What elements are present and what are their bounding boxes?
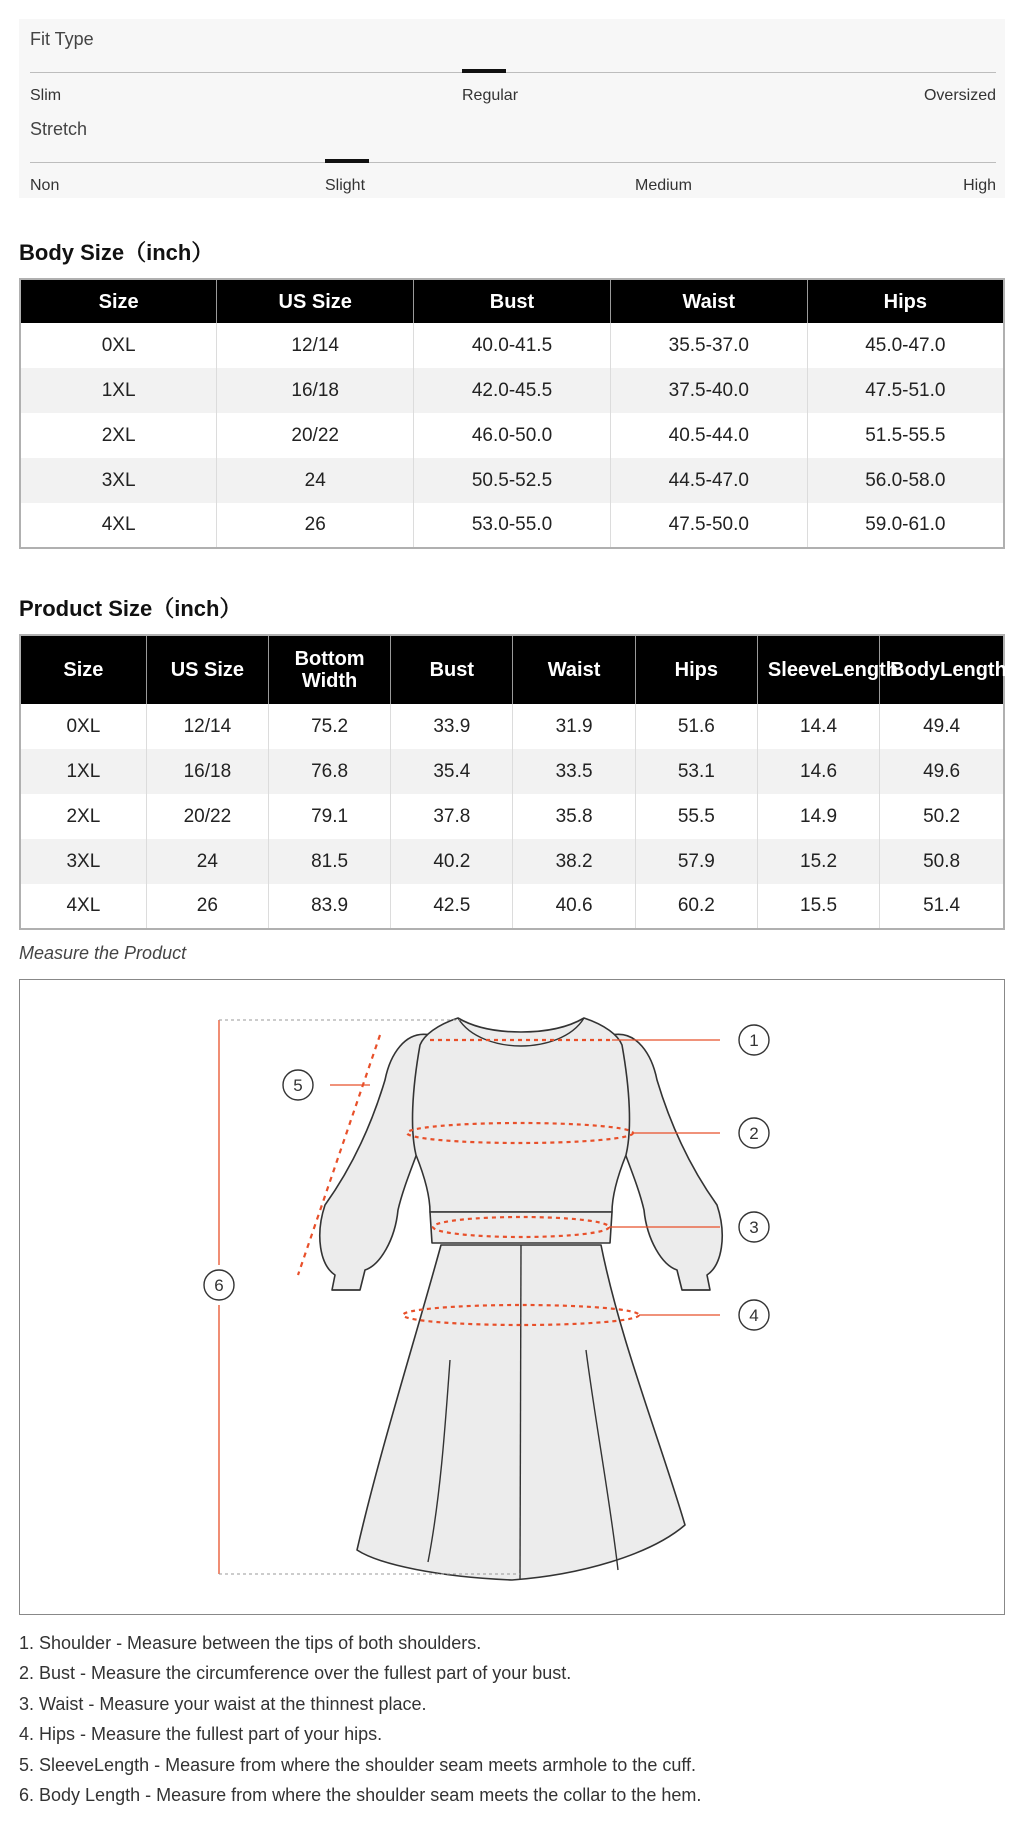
table-cell: 26 xyxy=(146,884,268,929)
table-cell: 33.9 xyxy=(391,704,513,749)
table-row xyxy=(20,503,1004,548)
table-row xyxy=(20,704,1004,749)
table-row xyxy=(20,323,1004,368)
table-cell: 45.0-47.0 xyxy=(865,334,946,356)
stretch-indicator xyxy=(325,159,369,163)
product-size-title: Product Size（inch） xyxy=(19,596,242,621)
table-cell: 53.1 xyxy=(635,749,757,794)
table-cell: 51.5-55.5 xyxy=(865,424,946,446)
note-item: 5. SleeveLength - Measure from where the shoulder seam meets armhole to the cuff. xyxy=(19,1754,697,1775)
table-cell: 40.2 xyxy=(391,839,513,884)
note-item: 6. Body Length - Measure from where the shoulder seam meets the collar to the hem. xyxy=(19,1784,702,1805)
note-item: 1. Shoulder - Measure between the tips of both shoulders. xyxy=(19,1633,482,1653)
table-cell: 16/18 xyxy=(146,749,268,794)
table-cell: 12/14 xyxy=(217,323,414,368)
table-cell: 1XL xyxy=(20,368,217,413)
stretch-track xyxy=(30,162,996,163)
dress-diagram-icon xyxy=(20,980,1004,1614)
measure-diagram xyxy=(19,979,1005,1615)
table-cell: 81.5 xyxy=(268,839,390,884)
column-header: Bust xyxy=(391,635,513,704)
table-cell: 20/22 xyxy=(217,413,414,458)
table-cell: 0XL xyxy=(20,704,146,749)
fit-panel xyxy=(19,19,1005,198)
table-row xyxy=(20,884,1004,929)
stretch-label: Medium xyxy=(635,177,692,194)
table-cell: 50.5-52.5 xyxy=(414,458,611,503)
marker-1-icon xyxy=(739,1025,769,1055)
column-header: US Size xyxy=(217,279,414,323)
table-cell: 75.2 xyxy=(268,704,390,749)
fit-type-indicator xyxy=(462,69,506,73)
fit-type-label: Slim xyxy=(30,87,62,104)
table-cell: 56.0-58.0 xyxy=(807,458,1004,503)
table-cell: 33.5 xyxy=(513,749,635,794)
marker-label: 2 xyxy=(749,1124,759,1143)
marker-label: 6 xyxy=(214,1276,224,1295)
table-cell: 60.2 xyxy=(635,884,757,929)
table-cell: 47.5-50.0 xyxy=(610,503,807,548)
table-row xyxy=(20,458,1004,503)
table-cell: 14.9 xyxy=(757,794,879,839)
column-header: Hips xyxy=(635,635,757,704)
marker-2-icon xyxy=(739,1118,769,1148)
table-cell: 51.4 xyxy=(923,895,961,916)
table-cell: 38.2 xyxy=(513,839,635,884)
table-cell: 37.8 xyxy=(391,794,513,839)
table-cell: 0XL xyxy=(20,323,217,368)
table-cell: 76.8 xyxy=(268,749,390,794)
table-cell: 20/22 xyxy=(146,794,268,839)
table-cell: 59.0-61.0 xyxy=(865,514,946,535)
table-cell: 2XL xyxy=(20,413,217,458)
column-header: Waist xyxy=(513,635,635,704)
table-cell: 51.6 xyxy=(635,704,757,749)
table-header-row xyxy=(20,279,1004,323)
column-header: Size xyxy=(20,635,146,704)
stretch-label: Non xyxy=(30,177,60,194)
marker-3-icon xyxy=(739,1212,769,1242)
table-cell: 31.9 xyxy=(513,704,635,749)
table-cell: 79.1 xyxy=(268,794,390,839)
table-cell: 40.0-41.5 xyxy=(414,323,611,368)
fit-type-scale xyxy=(30,29,996,119)
marker-5-icon xyxy=(283,1070,313,1100)
table-cell: 44.5-47.0 xyxy=(610,458,807,503)
column-header: Bust xyxy=(414,279,611,323)
table-cell: 40.6 xyxy=(513,884,635,929)
table-cell: 46.0-50.0 xyxy=(414,413,611,458)
table-cell: 35.4 xyxy=(391,749,513,794)
table-row xyxy=(20,839,1004,884)
stretch-label: High xyxy=(963,177,996,194)
table-cell: 3XL xyxy=(20,839,146,884)
table-cell: 35.8 xyxy=(513,794,635,839)
fit-type-track xyxy=(30,72,996,73)
marker-label: 4 xyxy=(749,1306,759,1325)
body-size-table xyxy=(19,278,1005,549)
marker-4-icon xyxy=(739,1300,769,1330)
table-cell: 12/14 xyxy=(146,704,268,749)
stretch-title: Stretch xyxy=(30,119,88,139)
column-header: Hips xyxy=(807,279,1004,323)
table-row xyxy=(20,749,1004,794)
table-cell: 4XL xyxy=(20,503,217,548)
table-cell: 50.2 xyxy=(923,805,961,827)
table-cell: 24 xyxy=(146,839,268,884)
column-header: SleeveLength xyxy=(757,635,879,704)
table-cell: 24 xyxy=(217,458,414,503)
table-cell: 3XL xyxy=(20,458,217,503)
table-cell: 35.5-37.0 xyxy=(610,323,807,368)
measurement-notes xyxy=(19,1628,1005,1810)
note-item: 2. Bust - Measure the circumference over the fullest part of your bust. xyxy=(19,1663,572,1684)
table-cell: 50.8 xyxy=(880,839,1004,884)
fit-type-label: Regular xyxy=(462,87,519,104)
fit-type-label: Oversized xyxy=(923,87,996,104)
table-cell: 4XL xyxy=(20,884,146,929)
table-cell: 83.9 xyxy=(268,884,390,929)
product-size-table xyxy=(19,634,1005,930)
table-cell: 49.4 xyxy=(923,715,961,737)
table-cell: 15.5 xyxy=(757,884,879,929)
column-header: US Size xyxy=(146,635,268,704)
table-cell: 14.4 xyxy=(757,704,879,749)
table-cell: 42.5 xyxy=(391,884,513,929)
marker-label: 1 xyxy=(749,1031,759,1050)
measure-caption: Measure the Product xyxy=(19,943,187,963)
marker-6-icon xyxy=(204,1270,234,1300)
note-item: 3. Waist - Measure your waist at the thinnest place. xyxy=(19,1693,427,1714)
table-cell: 26 xyxy=(217,503,414,548)
note-item: 4. Hips - Measure the fullest part of your hips. xyxy=(19,1724,383,1745)
stretch-label: Slight xyxy=(325,177,366,194)
table-cell: 1XL xyxy=(20,749,146,794)
table-cell: 57.9 xyxy=(635,839,757,884)
table-cell: 49.6 xyxy=(880,749,1004,794)
column-header: Bottom Width xyxy=(268,635,390,704)
table-cell: 40.5-44.0 xyxy=(610,413,807,458)
table-cell: 47.5-51.0 xyxy=(807,368,1004,413)
table-row xyxy=(20,794,1004,839)
column-header: Size xyxy=(20,279,217,323)
table-cell: 42.0-45.5 xyxy=(414,368,611,413)
table-row xyxy=(20,368,1004,413)
table-cell: 53.0-55.0 xyxy=(414,503,611,548)
marker-label: 5 xyxy=(293,1076,303,1095)
body-size-title: Body Size（inch） xyxy=(19,240,214,265)
table-cell: 15.2 xyxy=(757,839,879,884)
table-row xyxy=(20,413,1004,458)
marker-label: 3 xyxy=(749,1218,759,1237)
table-cell: 55.5 xyxy=(635,794,757,839)
fit-type-title: Fit Type xyxy=(30,29,94,49)
column-header: Waist xyxy=(610,279,807,323)
table-header-row xyxy=(20,635,1004,704)
table-cell: 37.5-40.0 xyxy=(610,368,807,413)
table-cell: 2XL xyxy=(20,794,146,839)
column-header: BodyLength xyxy=(880,635,1004,704)
table-cell: 14.6 xyxy=(757,749,879,794)
stretch-scale xyxy=(30,119,996,209)
table-cell: 16/18 xyxy=(217,368,414,413)
